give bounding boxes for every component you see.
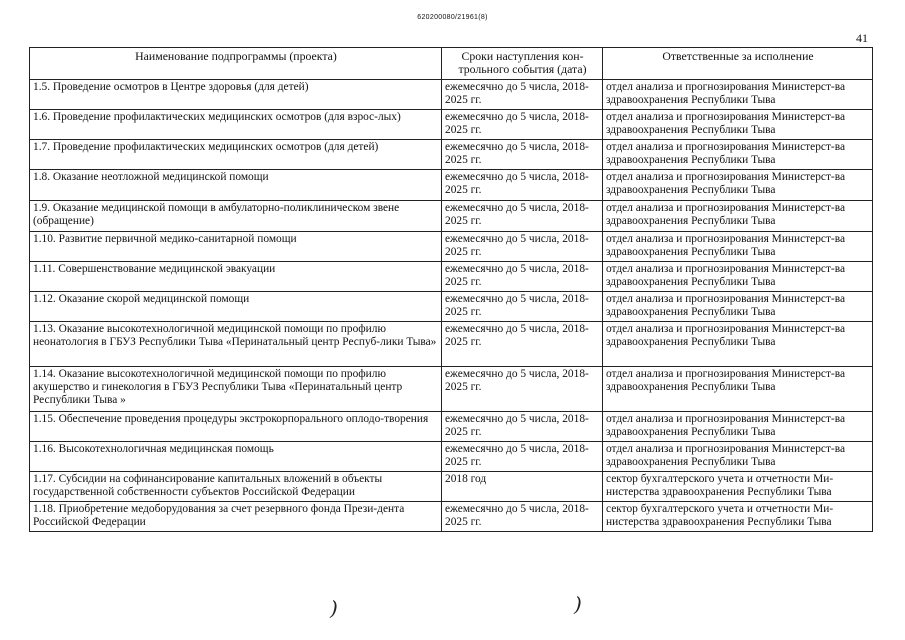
cell-responsible: сектор бухгалтерского учета и отчетности Ми-нистерства здравоохранения Республики Тыва xyxy=(603,502,873,532)
cell-responsible: отдел анализа и прогнозирования Министерст-ва здравоохранения Республики Тыва xyxy=(603,140,873,170)
cell-term: ежемесячно до 5 числа, 2018-2025 гг. xyxy=(442,232,603,262)
cell-term: ежемесячно до 5 числа, 2018-2025 гг. xyxy=(442,201,603,232)
table-row xyxy=(30,170,873,201)
cell-name: 1.6. Проведение профилактических медицинских осмотров (для взрос-лых) xyxy=(30,110,442,140)
table-row xyxy=(30,140,873,170)
cell-name: 1.5. Проведение осмотров в Центре здоровья (для детей) xyxy=(30,80,442,110)
table-row xyxy=(30,292,873,322)
cell-responsible: отдел анализа и прогнозирования Министерст-ва здравоохранения Республики Тыва xyxy=(603,201,873,232)
cell-term: ежемесячно до 5 числа, 2018-2025 гг. xyxy=(442,262,603,292)
cell-name: 1.11. Совершенствование медицинской эвакуации xyxy=(30,262,442,292)
cell-term: ежемесячно до 5 числа, 2018-2025 гг. xyxy=(442,367,603,412)
cell-term: ежемесячно до 5 числа, 2018-2025 гг. xyxy=(442,322,603,367)
cell-responsible: отдел анализа и прогнозирования Министерст-ва здравоохранения Республики Тыва xyxy=(603,442,873,472)
cell-term: 2018 год xyxy=(442,472,603,502)
cell-name: 1.8. Оказание неотложной медицинской помощи xyxy=(30,170,442,201)
column-header-name: Наименование подпрограммы (проекта) xyxy=(30,48,442,80)
cell-name: 1.12. Оказание скорой медицинской помощи xyxy=(30,292,442,322)
table-row xyxy=(30,232,873,262)
cell-term: ежемесячно до 5 числа, 2018-2025 гг. xyxy=(442,502,603,532)
cell-term: ежемесячно до 5 числа, 2018-2025 гг. xyxy=(442,292,603,322)
table-row xyxy=(30,110,873,140)
cell-name: 1.14. Оказание высокотехнологичной медицинской помощи по профилю акушерство и гинекология в ГБУЗ Республики Тыва «Перинатальный центр Республики Тыва » xyxy=(30,367,442,412)
page-number: 41 xyxy=(856,31,868,45)
cell-name: 1.17. Субсидии на софинансирование капитальных вложений в объекты государственной собственности субъектов Российской Федерации xyxy=(30,472,442,502)
cell-name: 1.15. Обеспечение проведения процедуры экстрокорпорального оплодо-творения xyxy=(30,412,442,442)
table-row xyxy=(30,201,873,232)
cell-responsible: отдел анализа и прогнозирования Министерст-ва здравоохранения Республики Тыва xyxy=(603,322,873,367)
cell-name: 1.18. Приобретение медоборудования за счет резервного фонда Прези-дента Российской Федерации xyxy=(30,502,442,532)
cell-name: 1.9. Оказание медицинской помощи в амбулаторно-поликлиническом звене (обращение) xyxy=(30,201,442,232)
cell-responsible: отдел анализа и прогнозирования Министерст-ва здравоохранения Республики Тыва xyxy=(603,232,873,262)
table-row xyxy=(30,367,873,412)
table-header-row xyxy=(30,48,873,80)
cell-responsible: отдел анализа и прогнозирования Министерст-ва здравоохранения Республики Тыва xyxy=(603,262,873,292)
document-id: 620200080/21961(8) xyxy=(417,14,488,21)
pen-mark-left: ) xyxy=(330,596,338,620)
table-row xyxy=(30,322,873,367)
cell-term: ежемесячно до 5 числа, 2018-2025 гг. xyxy=(442,140,603,170)
table-row xyxy=(30,472,873,502)
cell-term: ежемесячно до 5 числа, 2018-2025 гг. xyxy=(442,442,603,472)
events-table xyxy=(29,47,873,532)
cell-responsible: отдел анализа и прогнозирования Министерст-ва здравоохранения Республики Тыва xyxy=(603,110,873,140)
cell-responsible: отдел анализа и прогнозирования Министерст-ва здравоохранения Республики Тыва xyxy=(603,170,873,201)
table-body xyxy=(30,80,873,532)
cell-responsible: отдел анализа и прогнозирования Министерст-ва здравоохранения Республики Тыва xyxy=(603,367,873,412)
cell-term: ежемесячно до 5 числа, 2018-2025 гг. xyxy=(442,110,603,140)
table-row xyxy=(30,262,873,292)
cell-term: ежемесячно до 5 числа, 2018-2025 гг. xyxy=(442,170,603,201)
cell-term: ежемесячно до 5 числа, 2018-2025 гг. xyxy=(442,412,603,442)
table-row xyxy=(30,412,873,442)
cell-name: 1.13. Оказание высокотехнологичной медицинской помощи по профилю неонатология в ГБУЗ Республики Тыва «Перинатальный центр Респуб-лики Тыва» xyxy=(30,322,442,367)
cell-responsible: сектор бухгалтерского учета и отчетности Ми-нистерства здравоохранения Республики Тыва xyxy=(603,472,873,502)
pen-mark-right: ) xyxy=(574,592,582,616)
cell-name: 1.10. Развитие первичной медико-санитарной помощи xyxy=(30,232,442,262)
table-row xyxy=(30,502,873,532)
cell-responsible: отдел анализа и прогнозирования Министерст-ва здравоохранения Республики Тыва xyxy=(603,292,873,322)
table-row xyxy=(30,442,873,472)
cell-name: 1.7. Проведение профилактических медицинских осмотров (для детей) xyxy=(30,140,442,170)
column-header-term: Сроки наступления кон-трольного события (дата) xyxy=(442,48,603,80)
column-header-responsible: Ответственные за исполнение xyxy=(603,48,873,80)
cell-responsible: отдел анализа и прогнозирования Министерст-ва здравоохранения Республики Тыва xyxy=(603,412,873,442)
cell-responsible: отдел анализа и прогнозирования Министерст-ва здравоохранения Республики Тыва xyxy=(603,80,873,110)
cell-term: ежемесячно до 5 числа, 2018-2025 гг. xyxy=(442,80,603,110)
table-row xyxy=(30,80,873,110)
cell-name: 1.16. Высокотехнологичная медицинская помощь xyxy=(30,442,442,472)
